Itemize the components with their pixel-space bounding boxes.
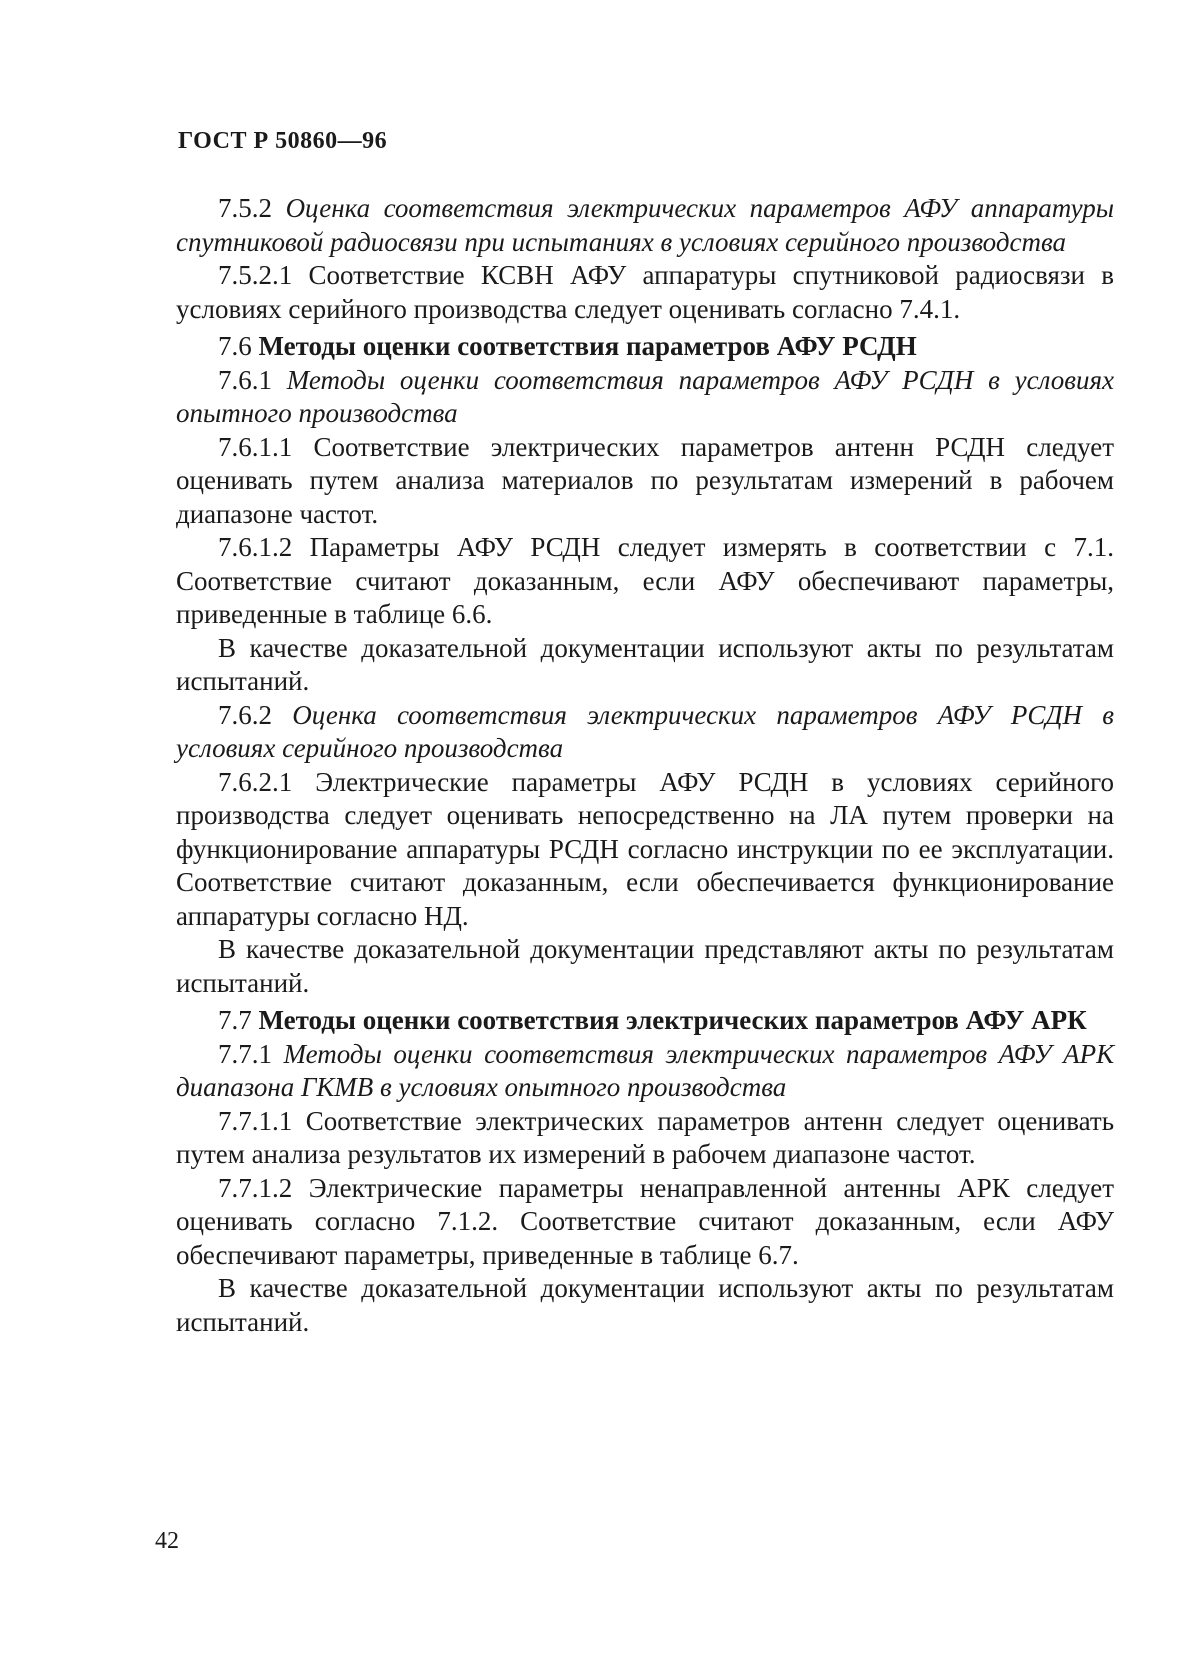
paragraph-7-7-1-1: 7.7.1.1 Соответствие электрических параметров антенн следует оценивать путем анализа результатов их измерений в рабочем диапазоне частот. xyxy=(176,1105,1115,1169)
paragraph-evidence-1: В качестве доказательной документации используют акты по результатам испытаний. xyxy=(176,632,1114,696)
paragraph-evidence-3: В качестве доказательной документации используют акты по результатам испытаний. xyxy=(176,1273,1114,1337)
heading-7-7: 7.7 Методы оценки соответствия электрических параметров АФУ АРК xyxy=(218,1005,1087,1035)
document-header: ГОСТ Р 50860—96 xyxy=(178,128,388,154)
paragraph-7-6-1-2: 7.6.1.2 Параметры АФУ РСДН следует измерять в соответствии с 7.1. Соответствие считают доказанным, если АФУ обеспечивают параметры, приведенные в таблице 6.6. xyxy=(176,532,1115,629)
document-body xyxy=(176,192,1114,1339)
paragraph-7-6-1-1: 7.6.1.1 Соответствие электрических параметров антенн РСДН следует оценивать путем анализа материалов по результатам измерений в рабочем диапазоне частот. xyxy=(176,431,1114,529)
paragraph-7-7-1: 7.7.1 Методы оценки соответствия электрических параметров АФУ АРК диапазона ГКМВ в условиях опытного производства xyxy=(176,1038,1115,1102)
paragraph-7-5-2: 7.5.2 Оценка соответствия электрических параметров АФУ аппаратуры спутниковой радиосвязи при испытаниях в условиях серийного производства xyxy=(176,193,1115,257)
paragraph-7-6-2: 7.6.2 Оценка соответствия электрических параметров АФУ РСДН в условиях серийного производства xyxy=(176,699,1114,763)
heading-7-6: 7.6 Методы оценки соответствия параметров АФУ РСДН xyxy=(218,331,917,361)
paragraph-7-6-1: 7.6.1 Методы оценки соответствия параметров АФУ РСДН в условиях опытного производства xyxy=(176,364,1114,428)
page-number: 42 xyxy=(155,1528,179,1554)
paragraph-7-5-2-1: 7.5.2.1 Соответствие КСВН АФУ аппаратуры спутниковой радиосвязи в условиях серийного производства следует оценивать согласно 7.4.1. xyxy=(176,260,1115,324)
paragraph-7-6-2-1: 7.6.2.1 Электрические параметры АФУ РСДН в условиях серийного производства следует оценивать непосредственно на ЛА путем проверки на функционирование аппаратуры РСДН согласно инструкции по ее эксплуатации. Соответствие считают доказанным, если обеспечивается функционирование аппаратуры согласно НД. xyxy=(176,766,1115,931)
paragraph-7-7-1-2: 7.7.1.2 Электрические параметры ненаправленной антенны АРК следует оценивать согласно 7.1.2. Соответствие считают доказанным, если АФУ обеспечивают параметры, приведенные в таблице 6.7. xyxy=(176,1172,1114,1270)
paragraph-evidence-2: В качестве доказательной документации представляют акты по результатам испытаний. xyxy=(176,934,1114,998)
